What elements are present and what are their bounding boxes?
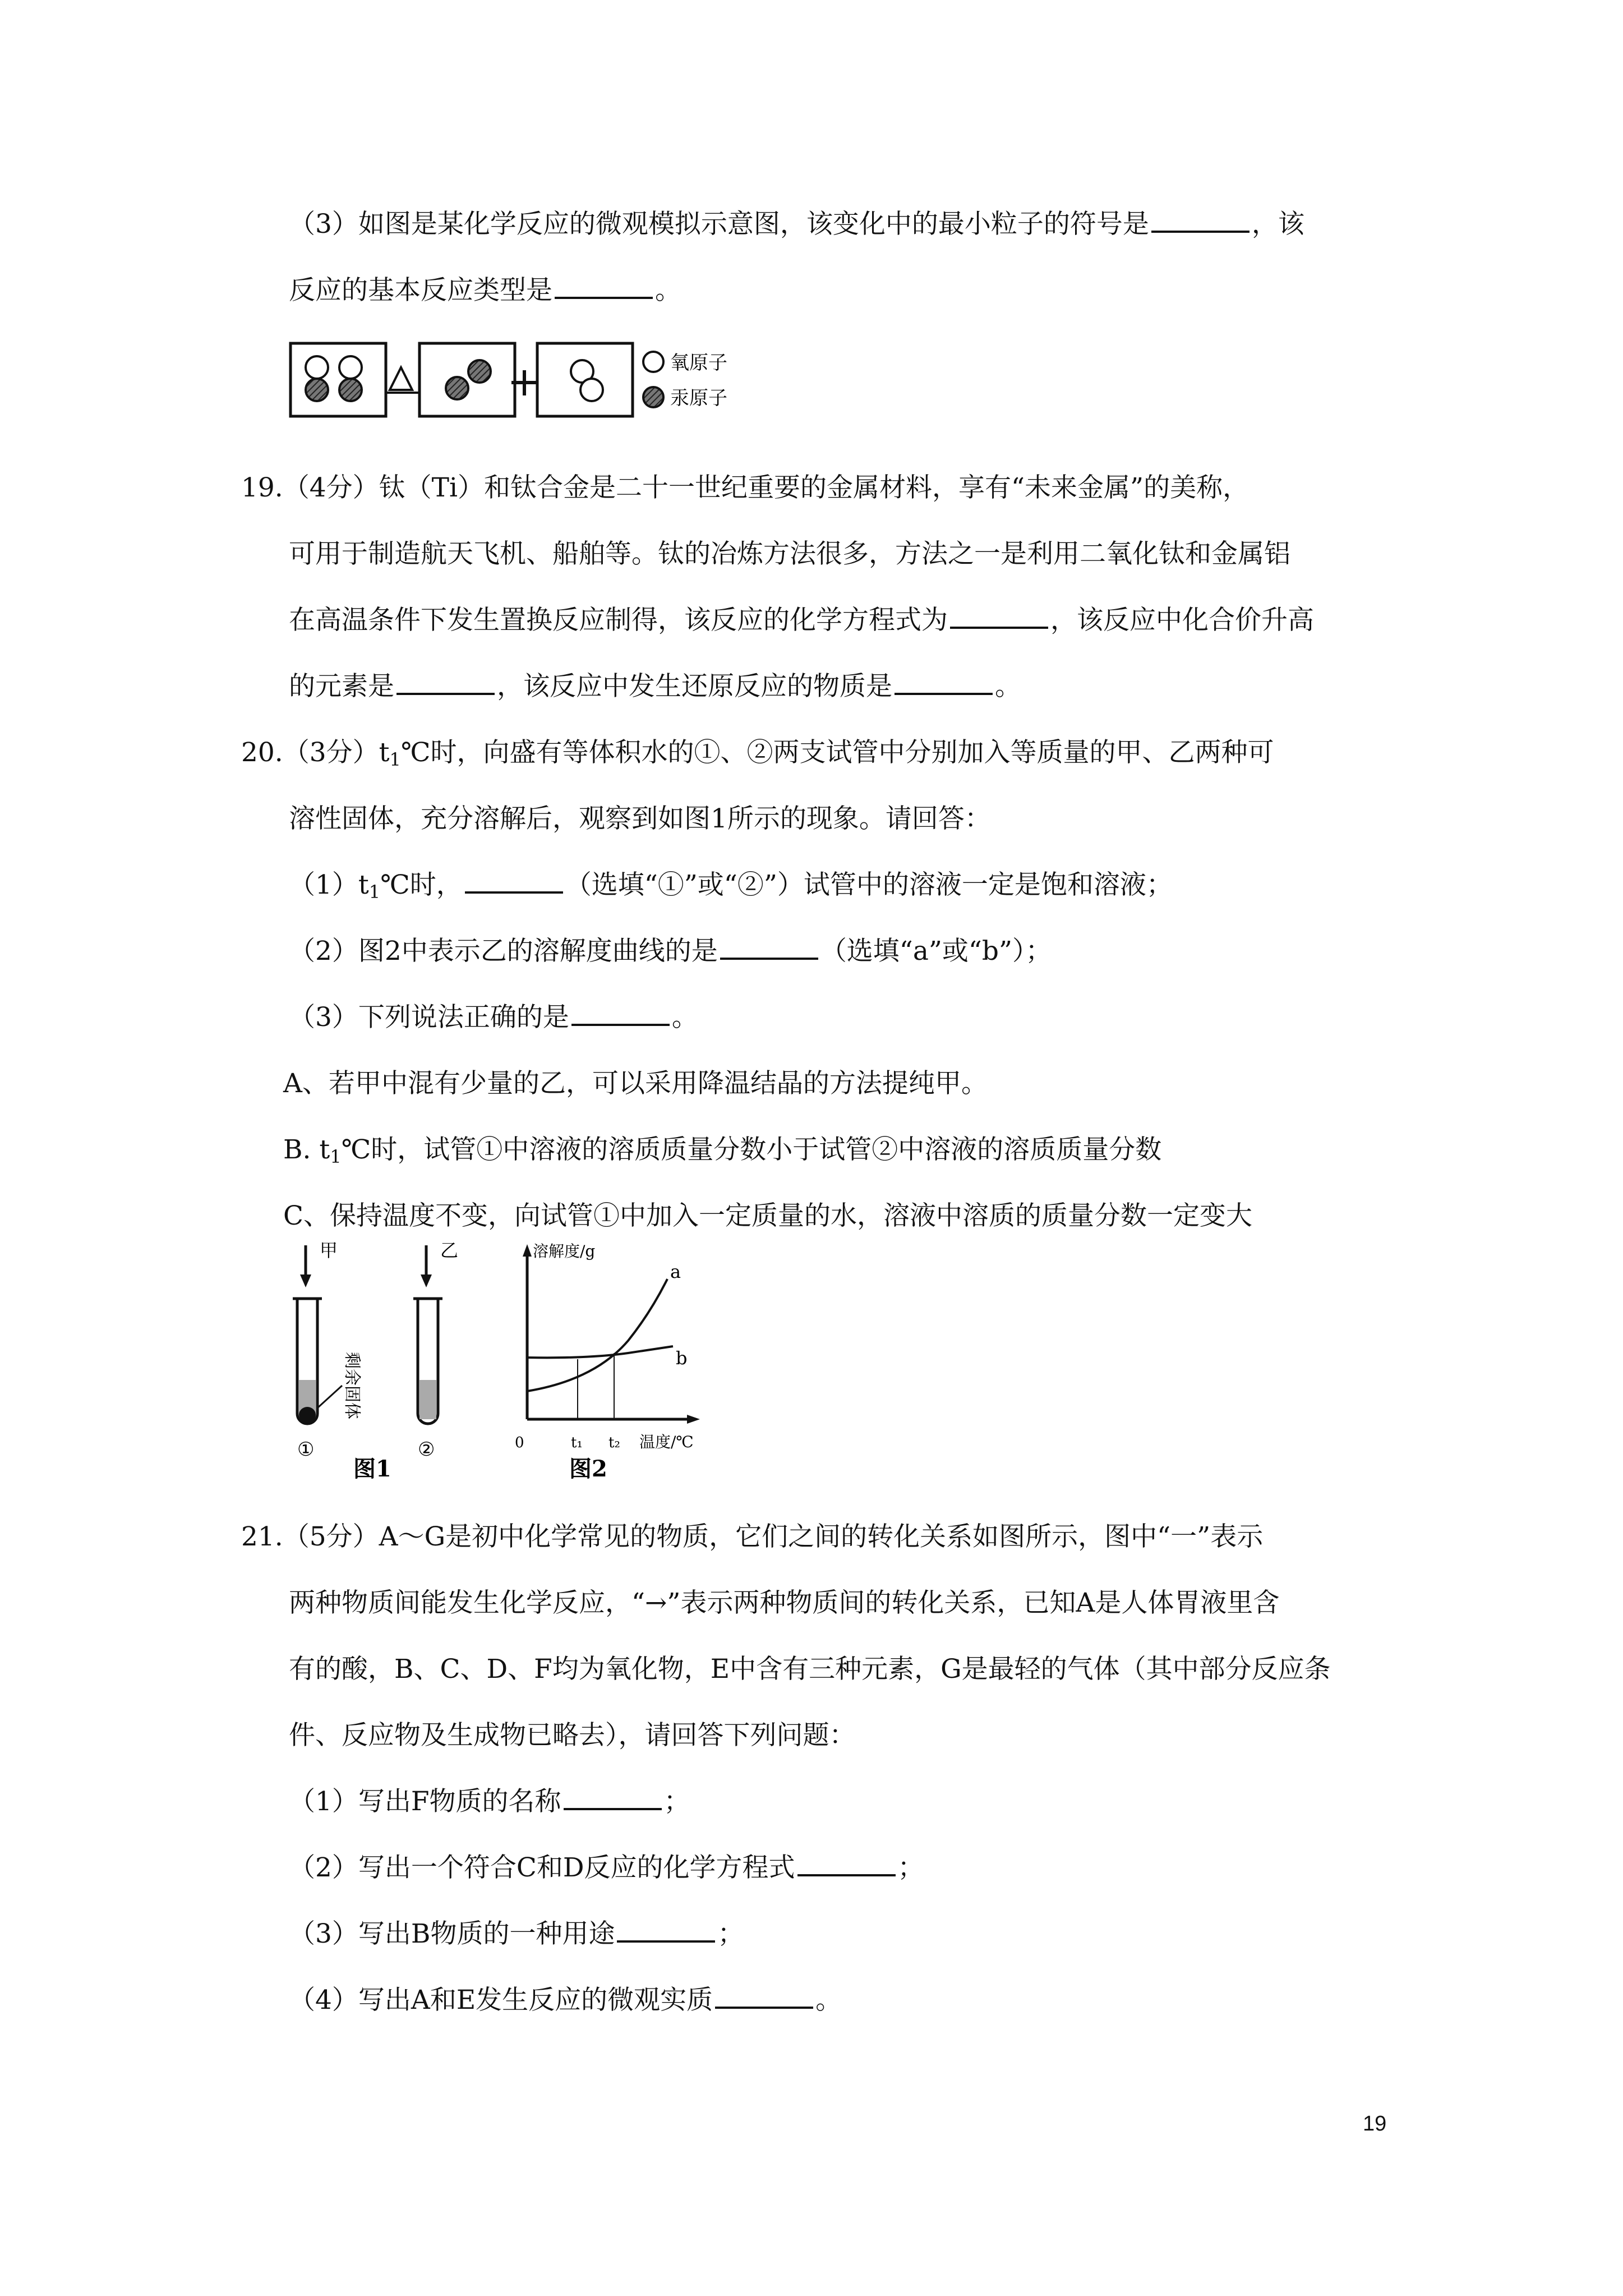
figure-1-test-tubes <box>280 1234 516 1481</box>
curve-b-label: b <box>676 1347 688 1369</box>
q20-part3: （3）下列说法正确的是 。 <box>289 1002 698 1033</box>
product-box-mercury <box>419 343 515 416</box>
answer-blank[interactable] <box>950 604 1048 629</box>
answer-blank[interactable] <box>895 670 993 695</box>
y-axis-label: 溶解度/g <box>533 1242 596 1260</box>
mercury-atom-icon <box>643 387 663 407</box>
answer-blank[interactable] <box>720 935 818 960</box>
curve-b <box>527 1346 673 1358</box>
q21-part1: （1）写出F物质的名称 ； <box>289 1786 690 1817</box>
tube-1-label: ① <box>297 1438 315 1461</box>
curve-a-label: a <box>670 1261 681 1282</box>
origin-label: 0 <box>515 1434 524 1451</box>
t2-label: t₂ <box>608 1434 620 1451</box>
figure-1-caption: 图1 <box>353 1456 391 1481</box>
curve-a <box>527 1279 667 1391</box>
reaction-diagram <box>286 337 746 426</box>
q19-line2: 可用于制造航天飞机、船舶等。钛的冶炼方法很多，方法之一是利用二氧化钛和金属铝 <box>289 539 1290 569</box>
legend-mercury: 汞原子 <box>670 387 727 409</box>
q20-line1: 20.（3分）$t_1℃$时，向盛有等体积水的①、②两支试管中分别加入等质量的甲、乙两种可 <box>241 737 1274 770</box>
figure-2-caption: 图2 <box>569 1456 607 1481</box>
q19-line1: 19.（4分）钛（Ti）和钛合金是二十一世纪重要的金属材料，享有“未来金属”的美称， <box>241 472 1249 503</box>
q20-option-b: B. $t_1℃$时，试管①中溶液的溶质质量分数小于试管②中溶液的溶质质量分数 <box>283 1134 1162 1167</box>
q18-3-line2: 反应的基本反应类型是 。 <box>289 275 681 306</box>
answer-blank[interactable] <box>1151 208 1249 233</box>
reactant-box <box>291 343 386 416</box>
q21-line2: 两种物质间能发生化学反应，“→”表示两种物质间的转化关系，已知A是人体胃液里含 <box>289 1588 1280 1618</box>
answer-blank[interactable] <box>715 1984 813 2009</box>
answer-blank[interactable] <box>797 1852 896 1876</box>
answer-blank[interactable] <box>555 274 653 299</box>
answer-blank[interactable] <box>571 1001 670 1026</box>
q21-part4: （4）写出A和E发生反应的微观实质 。 <box>289 1985 842 2016</box>
q19-line4: 的元素是 ，该反应中发生还原反应的物质是 。 <box>289 671 1021 702</box>
q20-line2: 溶性固体，充分溶解后，观察到如图1所示的现象。请回答： <box>289 803 991 834</box>
q18-3-line1: （3）如图是某化学反应的微观模拟示意图，该变化中的最小粒子的符号是 ，该 <box>289 209 1304 240</box>
q20-option-a: A、若甲中混有少量的乙，可以采用降温结晶的方法提纯甲。 <box>283 1068 988 1099</box>
q21-line3: 有的酸，B、C、D、F均为氧化物，E中含有三种元素，G是最轻的气体（其中部分反应条 <box>289 1654 1331 1685</box>
page-number: 19 <box>1363 2112 1387 2136</box>
q20-option-c: C、保持温度不变，向试管①中加入一定质量的水，溶液中溶质的质量分数一定变大 <box>283 1200 1252 1231</box>
q21-part3: （3）写出B物质的一种用途 ； <box>289 1918 744 1949</box>
q20-part2: （2）图2中表示乙的溶解度曲线的是 （选填“a”或“b”）； <box>289 936 1052 967</box>
answer-blank[interactable] <box>465 869 563 894</box>
residual-solid <box>299 1407 316 1423</box>
figure-2-solubility-chart <box>505 1234 718 1481</box>
heat-triangle-icon <box>390 367 412 390</box>
legend-oxygen: 氧原子 <box>670 352 727 374</box>
label-residue: 剩余固体 <box>342 1352 362 1419</box>
x-axis-label: 温度/℃ <box>639 1433 694 1451</box>
label-yi: 乙 <box>440 1240 459 1261</box>
label-jia: 甲 <box>320 1240 338 1261</box>
t1-label: t₁ <box>571 1434 583 1451</box>
answer-blank[interactable] <box>617 1918 715 1943</box>
q21-part2: （2）写出一个符合C和D反应的化学方程式 ； <box>289 1852 924 1883</box>
answer-blank[interactable] <box>396 670 495 695</box>
q21-line1: 21.（5分）A～G是初中化学常见的物质，它们之间的转化关系如图所示，图中“一”表示 <box>241 1521 1264 1552</box>
oxygen-atom-icon <box>643 352 663 372</box>
q20-part1: $(1)t_1℃$时， （选填“①”或“②”）试管中的溶液一定是饱和溶液； <box>289 869 1173 903</box>
q19-line3: 在高温条件下发生置换反应制得，该反应的化学方程式为 ，该反应中化合价升高 <box>289 605 1314 636</box>
q21-line4: 件、反应物及生成物已略去），请回答下列问题： <box>289 1720 856 1751</box>
tube-2-label: ② <box>418 1438 435 1461</box>
answer-blank[interactable] <box>564 1786 662 1810</box>
